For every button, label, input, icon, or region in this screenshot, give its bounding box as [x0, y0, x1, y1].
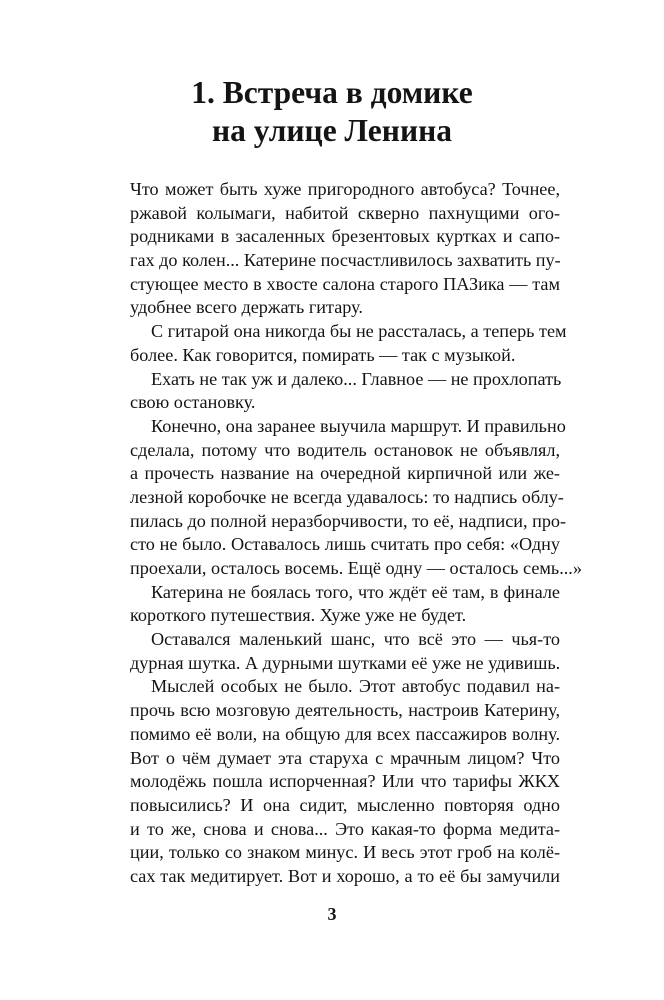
text-line: Что может быть хуже пригородного автобуса? Точнее, [130, 179, 560, 199]
text-line: Катерина не боялась того, что ждёт её там, в финале [151, 581, 560, 602]
text-line: стующее место в хвосте салона старого ПАЗика — там [130, 273, 560, 294]
text-line: гах до колен... Катерине посчастливилось захватить пу- [130, 250, 561, 271]
text-line: удобнее всего держать гитару. [130, 297, 363, 318]
text-line: и то же, снова и снова... Это какая-то форма медита- [130, 818, 560, 839]
text-line: ции, только со знаком минус. И весь этот гроб на колё- [130, 842, 560, 863]
chapter-title-line-2: на улице Ленина [211, 113, 452, 148]
page-number: 3 [327, 904, 337, 924]
text-line: прочь всю мозговую деятельность, настроив Катерину, [130, 700, 560, 721]
text-line: Ехать не так уж и далеко... Главное — не прохлопать [151, 368, 562, 389]
text-line: молодёжь пошла испорченная? Или что тарифы ЖКХ [130, 771, 560, 792]
text-line: более. Как говорится, помирать — так с музыкой. [130, 344, 516, 365]
chapter-title-line-1: 1. Встреча в домике [191, 75, 473, 110]
chapter-title [96, 74, 568, 150]
text-line: Вот о чём думает эта старуха с мрачным лицом? Что [130, 747, 560, 768]
text-line: Мыслей особых не было. Этот автобус подавил на- [151, 676, 560, 697]
text-line: свою остановку. [130, 392, 256, 413]
text-line: родниками в засаленных брезентовых куртках и сапо- [130, 226, 560, 247]
text-line: лезной коробочке не всегда удавалось: то надпись облу- [130, 486, 564, 507]
text-line: короткого путешествия. Хуже уже не будет. [130, 605, 467, 626]
text-line: сто не было. Оставалось лишь считать про себя: «Одну [130, 534, 560, 555]
text-line: ржавой колымаги, набитой скверно пахнущими ого- [130, 202, 560, 223]
text-line: С гитарой она никогда бы не рассталась, а теперь тем [151, 321, 567, 342]
text-line: проехали, осталось восемь. Ещё одну — осталось семь...» [130, 558, 582, 578]
text-line: а прочесть название на очередной кирпичной или же- [130, 463, 560, 484]
text-line: повысились? И она сидит, мысленно повторяя одно [130, 794, 560, 815]
text-line: пилась до полной неразборчивости, то её, надписи, про- [130, 510, 567, 531]
text-line: Оставался маленький шанс, что всё это — чья-то [151, 629, 560, 650]
text-line: помимо её воли, на общую для всех пассажиров волну. [130, 723, 560, 744]
text-line: дурная шутка. А дурными шутками её уже не удивишь. [130, 652, 561, 673]
text-line: Конечно, она заранее выучила маршрут. И правильно [151, 415, 566, 436]
chapter-body-text [130, 178, 582, 889]
text-line: сах так медитирует. Вот и хорошо, а то её бы замучили [130, 865, 560, 886]
text-line: сделала, потому что водитель остановок не объявлял, [130, 439, 560, 460]
